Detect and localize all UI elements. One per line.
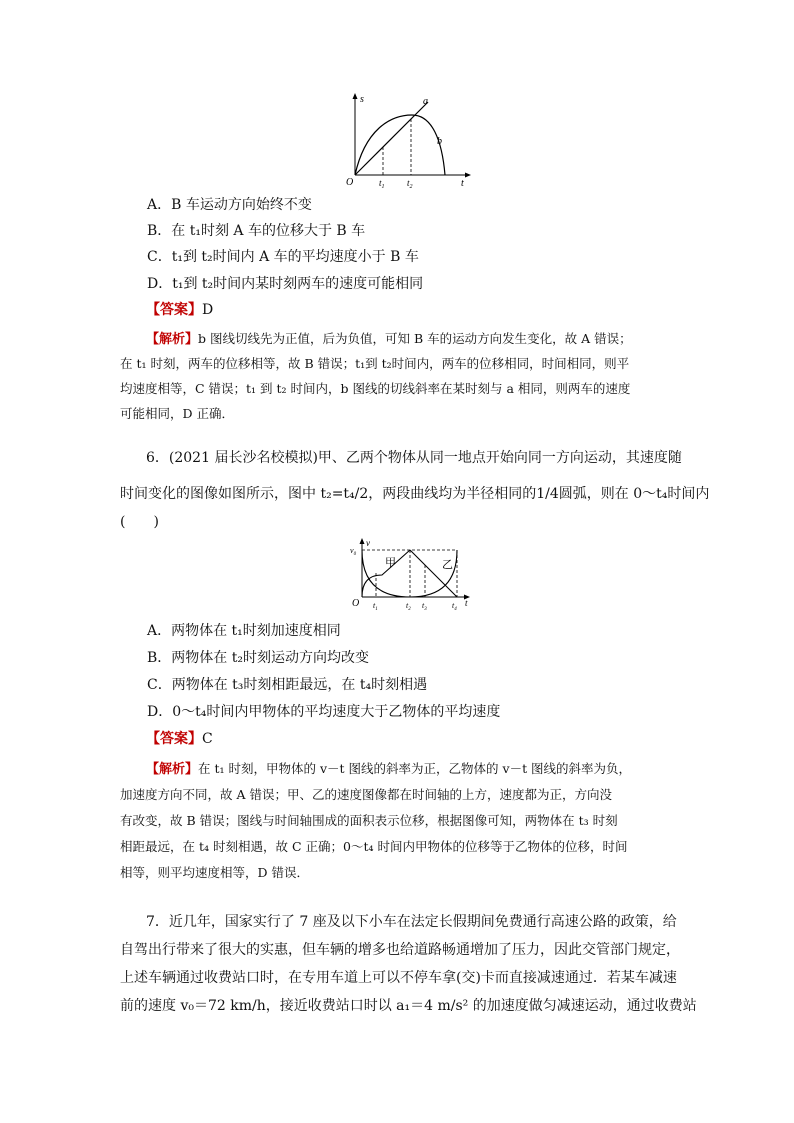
q6-analysis-line-2: 加速度方向不同，故 A 错误；甲、乙的速度图像都在时间轴的上方，速度都为正，方向没 (120, 787, 612, 802)
q7-line-1: 7．近几年，国家实行了 7 座及以下小车在法定长假期间免费通行高速公路的政策，给 (146, 914, 677, 930)
t2-label: $t_2$ (407, 178, 413, 190)
q6-answer (146, 729, 213, 749)
s-label: s (360, 94, 364, 105)
yi-label: 乙 (442, 559, 453, 571)
v-axis-arrow (360, 538, 365, 544)
q5-option-c: C．t₁到 t₂时间内 A 车的平均速度小于 B 车 (147, 249, 419, 265)
v0-label: $v_0$ (350, 546, 357, 557)
curve-b (355, 115, 445, 175)
jia-second (410, 550, 457, 597)
q6-analysis-line-3: 有改变，故 B 错误；图线与时间轴围成的面积表示位移，根据图像可知，两物体在 t₃ 时刻 (120, 813, 618, 828)
origin-label: O (346, 177, 354, 188)
t4-label: $t_4$ (452, 601, 457, 612)
q5-analysis-line-3: 均速度相等，C 错误；t₁ 到 t₂ 时间内，b 图线的切线斜率在某时刻与 a 相同，则两车的速度 (120, 381, 631, 396)
t-axis-arrow (465, 173, 471, 178)
answer-tag: 【答案】 (146, 302, 202, 318)
analysis-tag: 【解析】 (146, 762, 199, 777)
analysis-tag: 【解析】 (146, 332, 199, 347)
t3-label: $t_3$ (422, 601, 427, 612)
t2-label: $t_2$ (406, 601, 411, 612)
answer-value: C (202, 731, 213, 747)
q6-stem-line-2: 时间变化的图像如图所示，图中 t₂=t₄/2，两段曲线均为半径相同的1/4圆弧，则在 0～t₄时间内 (120, 486, 710, 502)
t-label: t (465, 598, 468, 608)
q5-option-b: B．在 t₁时刻 A 车的位移大于 B 车 (147, 223, 366, 239)
origin-label: O (352, 598, 360, 609)
t-label: t (461, 178, 464, 189)
q7-line-4: 前的速度 v₀＝72 km/h，接近收费站口时以 a₁＝4 m/s² 的加速度做匀减速运动，通过收费站 (120, 998, 697, 1014)
q6-analysis-line-4: 相距最远，在 t₄ 时刻相遇，故 C 正确；0～t₄ 时间内甲物体的位移等于乙物体的位移，时间 (120, 839, 628, 854)
q5-option-a: A．B 车运动方向始终不变 (147, 197, 312, 213)
q6-stem-line-1: 6．(2021 届长沙名校模拟)甲、乙两个物体从同一地点开始向同一方向运动，其速度随 (146, 450, 682, 466)
answer-tag: 【答案】 (146, 731, 202, 747)
a-label: a (423, 96, 428, 107)
q5-answer (146, 300, 213, 320)
q5-analysis-line-1: 【解析】b 图线切线先为正值，后为负值，可知 B 车的运动方向发生变化，故 A 错误； (146, 331, 632, 347)
s-t-graph (340, 90, 480, 190)
q7-line-2: 自驾出行带来了很大的实惠，但车辆的增多也给道路畅通增加了压力，因此交管部门规定， (120, 942, 680, 958)
b-label: b (437, 136, 442, 147)
q6-stem-line-3: ( ) (120, 514, 159, 530)
answer-value: D (202, 302, 214, 318)
line-a (355, 102, 428, 175)
q5-analysis-line-2: 在 t₁ 时刻，两车的位移相等，故 B 错误；t₁到 t₂时间内，两车的位移相同，时间相同，则平 (120, 356, 630, 371)
q6-analysis-line-1: 【解析】在 t₁ 时刻，甲物体的 v－t 图线的斜率为正，乙物体的 v－t 图线的斜率为负， (146, 761, 632, 777)
q7-line-3: 上述车辆通过收费站口时，在专用车道上可以不停车拿(交)卡而直接减速通过．若某车减速 (120, 970, 677, 986)
jia-label: 甲 (385, 557, 396, 569)
q5-option-d: D．t₁到 t₂时间内某时刻两车的速度可能相同 (147, 276, 424, 292)
q6-option-d: D．0～t₄时间内甲物体的平均速度大于乙物体的平均速度 (147, 704, 501, 720)
v-t-graph (345, 535, 480, 615)
q6-option-a: A．两物体在 t₁时刻加速度相同 (147, 623, 341, 639)
t1-label: $t_1$ (373, 601, 378, 612)
s-axis-arrow (353, 93, 358, 99)
q5-analysis-line-4: 可能相同，D 正确． (120, 406, 234, 421)
t1-label: $t_1$ (379, 178, 385, 190)
q6-option-b: B．两物体在 t₂时刻运动方向均改变 (147, 650, 369, 666)
v-label: v (366, 538, 370, 548)
q6-analysis-line-5: 相等，则平均速度相等，D 错误． (120, 865, 309, 880)
q6-option-c: C．两物体在 t₃时刻相距最远，在 t₄时刻相遇 (147, 677, 428, 693)
